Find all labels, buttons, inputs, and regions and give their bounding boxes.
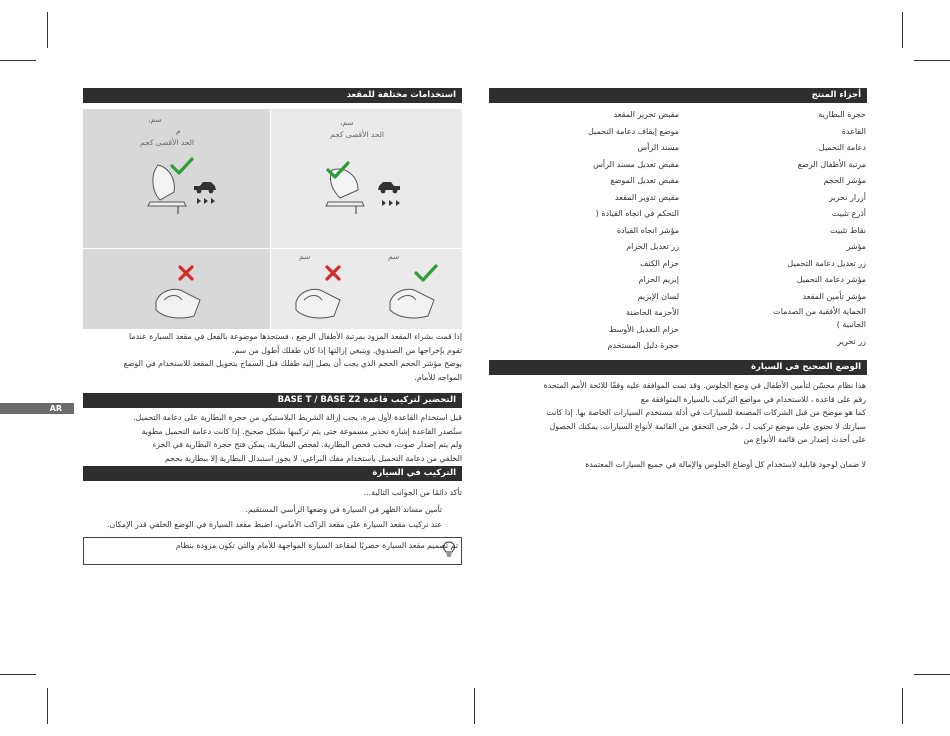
parts-list-col2 (588, 107, 679, 355)
check-icon (326, 160, 350, 180)
panel-a-weight: الحد الأقصى كجم (140, 138, 195, 147)
list-item: حزام الكتف (640, 258, 679, 268)
paragraph-line: تقوم بإخراجها من الصندوق. وينبغي إزالتها إذا كان طفلك أطول من سم. (231, 345, 462, 355)
uses-header: استخدامات مختلفة للمقعد (83, 88, 462, 103)
info-note-text: تم تصميم مقعد السيارة حصريًا لمقاعد السيارة المواجهة للأمام والتي تكون مزودة بنظام (175, 541, 458, 550)
list-item: الجانبية ) (836, 320, 866, 329)
list-item: مؤشر الحجم (823, 176, 866, 185)
car-icon (192, 180, 218, 194)
list-item: الأحزمة الحاضنة (625, 308, 679, 317)
crop-mark (47, 688, 48, 724)
uses-paragraph (124, 330, 462, 384)
crop-mark (474, 688, 475, 724)
list-item: زر تعديل دعامة التحميل (787, 258, 866, 268)
paragraph-line: رقم على قاعدة ، للاستخدام في مواضع التركيب بالسيارة المتوافقة مع (640, 394, 866, 404)
list-item: التحكم في اتجاه القيادة ( (595, 209, 679, 218)
paragraph-line: هذا نظام محسّن لتأمين الأطفال في وضع الجلوس. وقد تمت الموافقة عليه وفقًا للائحة الأمم المتحدة (543, 381, 866, 390)
list-item: حجرة البطارية (818, 110, 866, 119)
position-paragraph (544, 379, 866, 447)
paragraph-line: قبل استخدام القاعدة لأول مرة، يجب إزالة الشريط البلاستيكي من حجرة البطارية على دعامة التحميل. (133, 413, 462, 422)
list-item: دعامة التحميل (818, 143, 866, 152)
list-item: مؤشر اتجاه القيادة (616, 225, 679, 235)
paragraph-line: المواجه للأمام. (414, 372, 462, 382)
list-item: مؤشر تأمين المقعد (802, 291, 866, 301)
arrows-icon (381, 199, 401, 207)
language-tab: AR (0, 403, 74, 414)
list-item: الحماية الأفقية من الصدمات (773, 307, 866, 316)
paragraph-line: ستُصدر القاعدة إشارة تحذير مسموعة حتى يتم تركيبها بشكل صحيح. إذا كانت دعامة التحميل مطوية (141, 426, 462, 436)
crop-mark (914, 674, 950, 675)
install-header: التركيب في السيارة (83, 466, 462, 481)
list-item: زر تحرير (837, 337, 866, 346)
list-item: نقاط تثبيت (830, 225, 866, 235)
install-item: تأمين مساند الظهر في السيارة في وضعها الرأسي المستقيم. (245, 505, 442, 514)
list-item: زر تعديل الحزام (626, 242, 679, 251)
list-item: مقبض تعديل الموضع (610, 176, 679, 185)
infant-insert-illustration (150, 280, 206, 322)
position-note: لا ضمان لوجود قابلية لاستخدام كل أوضاع الجلوس والإمالة في جميع السيارات المعتمدة (585, 460, 866, 469)
list-item: مسند الرأس (637, 143, 679, 152)
crop-mark (0, 674, 36, 675)
list-item: حزام التعديل الأوسط (609, 324, 679, 334)
infant-insert-illustration (290, 280, 346, 322)
list-item: مقبض تدوير المقعد (615, 192, 679, 202)
list-item: موضع إيقاف دعامة التحميل (587, 126, 679, 136)
panel-b-height: سم، (340, 118, 354, 127)
paragraph-line: ولم يتم إصدار صوت، فيجب فحص البطارية. لفحص البطارية، يمكن فتح حجرة البطارية في الجزء (152, 440, 462, 449)
list-item: إبزيم الحزام (638, 275, 679, 284)
list-item: أذرع تثبيت (831, 209, 866, 218)
crop-mark (902, 688, 903, 724)
paragraph-line: كما هو موضح من قبل الشركات المصنعة للسيارات في أدلة مستخدم السيارات الخاصة بها. إذا كانت (546, 408, 866, 417)
paragraph-line: يوضح مؤشر الحجم الحجم الذي يجب أن يصل إليه طفلك قبل السماح بتحويل المقعد للاستخدام في الوضع (123, 359, 462, 368)
infant-insert-illustration (384, 280, 440, 322)
paragraph-line: على أحدث إصدار من قائمة الأنواع من (743, 435, 866, 444)
arrows-icon (196, 197, 216, 205)
panel-a-m: م (176, 126, 181, 135)
position-header: الوضع الصحيح في السيارة (489, 360, 867, 375)
prep-paragraph (133, 411, 462, 465)
list-item: مقبض تحرير المقعد (613, 110, 679, 119)
parts-header: أجزاء المنتج (489, 88, 867, 103)
crop-mark (902, 12, 903, 48)
parts-list-col1 (773, 107, 866, 351)
panel-d-height: سم (299, 252, 311, 261)
list-item: أزرار تحرير (828, 192, 866, 202)
paragraph-line: الخلفي من دعامة التحميل باستخدام مفك البراغي. لا يجوز استبدال البطارية إلا ببطارية بحجم (164, 453, 462, 463)
crop-mark (47, 12, 48, 48)
panel-a-height: سم، (148, 115, 162, 124)
list-item: حجرة دليل المستخدم (607, 341, 679, 350)
list-item: مؤشر دعامة التحميل (796, 275, 866, 284)
prep-header: التحضير لتركيب قاعدة BASE T / BASE Z2 (83, 393, 462, 408)
crop-mark (914, 60, 950, 61)
panel-b-weight: الحد الأقصى كجم (330, 130, 385, 139)
check-icon (170, 156, 194, 176)
paragraph-line: إذا قمت بشراء المقعد المزود بمرتبة الأطفال الرضع ، فستجدها موضوعة بالفعل في مقعد السيارة عندما (129, 332, 462, 341)
crop-mark (0, 60, 36, 61)
list-item: القاعدة (841, 126, 866, 136)
panel-c-height: سم (388, 252, 400, 261)
install-item: عند تركيب مقعد السيارة على مقعد الراكب الأمامي، اضبط مقعد السيارة في الوضع الخلفي قدر الإمكان. (107, 520, 442, 529)
car-icon (376, 180, 402, 194)
list-item: لسان الإبزيم (637, 291, 679, 301)
list-item: مقبض تعديل مسند الرأس (593, 159, 679, 169)
install-intro: تأكد دائمًا من الجوانب التالية... (363, 488, 462, 497)
paragraph-line: سيارتك لا تحتوي على موضع تركيب لـ ، فيُرجى التحقق من القائمة لأنواع السيارات. يمكنك الحصول (549, 421, 866, 431)
list-item: مؤشر (846, 242, 866, 251)
list-item: مرتبة الأطفال الرضع (797, 159, 866, 169)
